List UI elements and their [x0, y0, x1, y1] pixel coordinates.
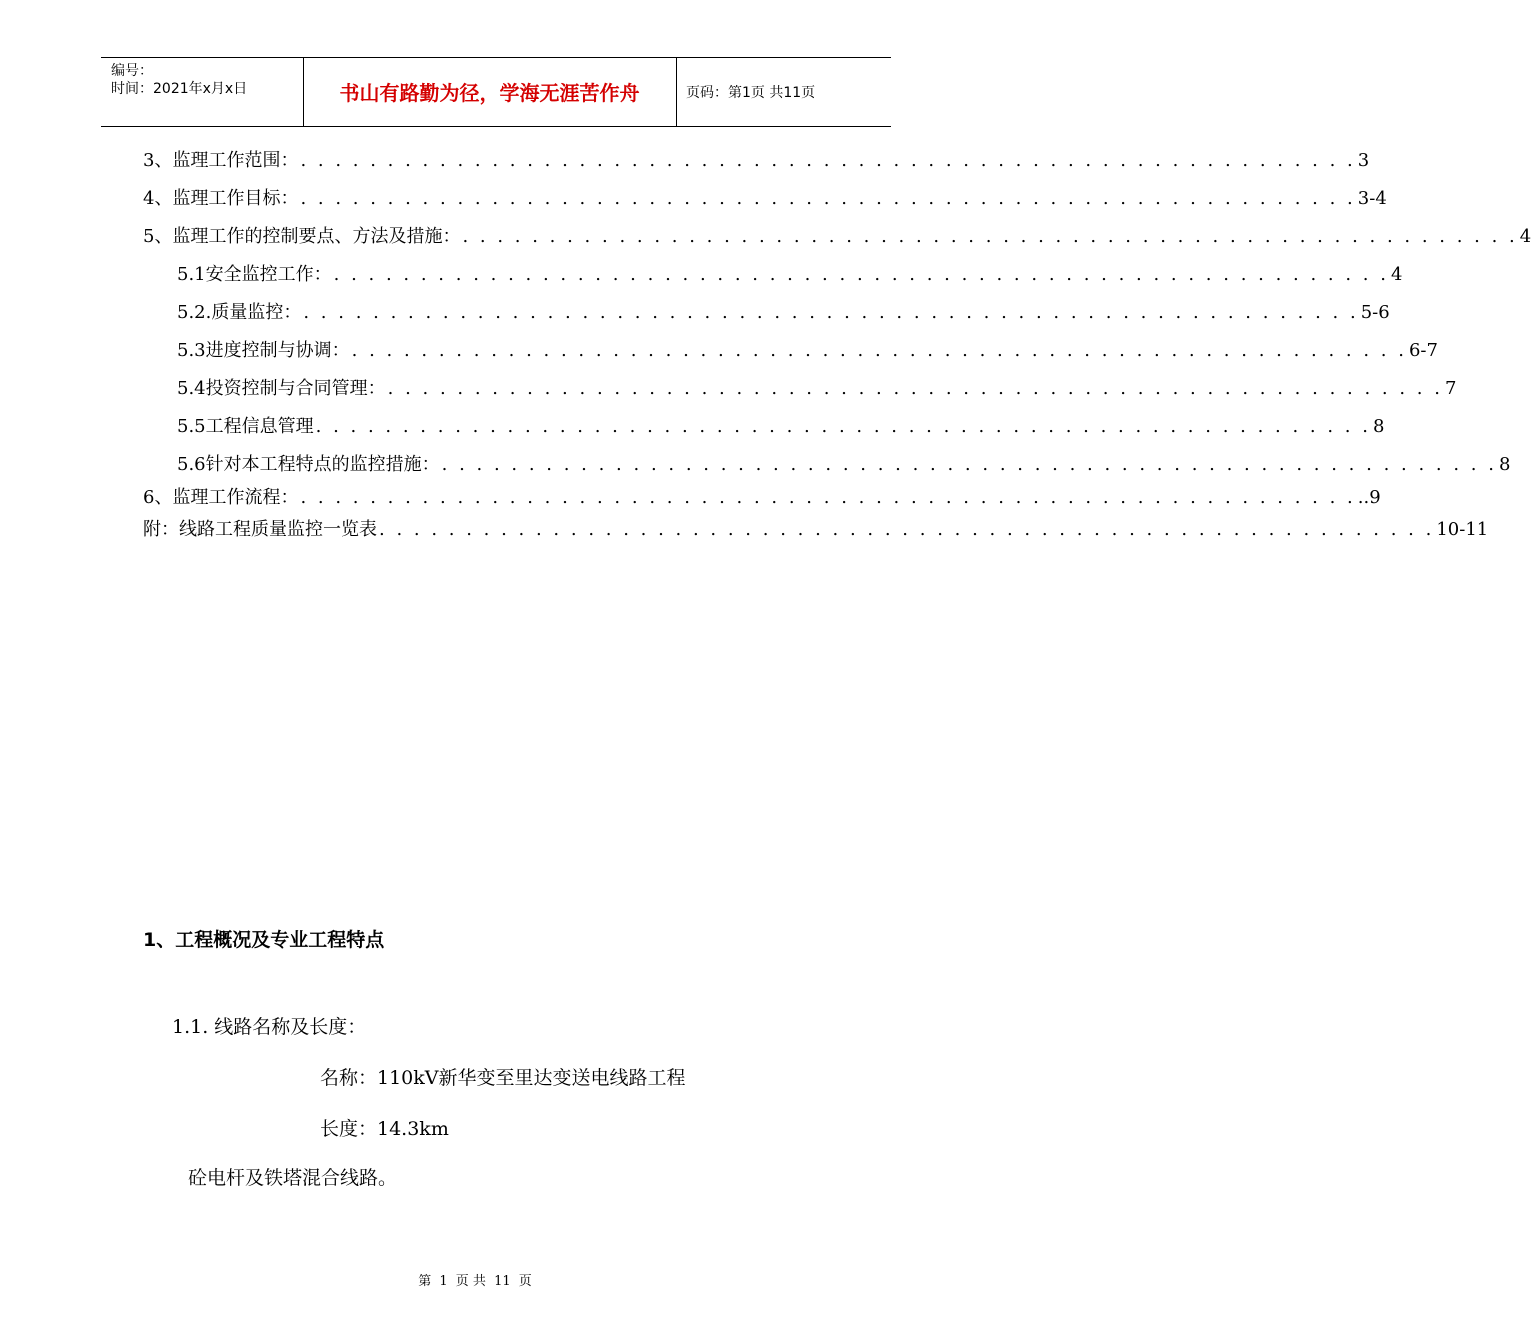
toc-leader-dots: . . . . . . . . . . . . . . . . . . . . . . . . . . . . . . . . . . . . . . . . . . . . . . . . . . . . . . . . . . . . .: [300, 150, 1356, 171]
toc-leader-dots: . . . . . . . . . . . . . . . . . . . . . . . . . . . . . . . . . . . . . . . . . . . . . . . . . . . . . . . . . . . . .: [333, 264, 1389, 285]
toc-entry: [143, 370, 1457, 408]
toc-entry: [143, 218, 1531, 256]
toc-entry-page: 3: [1357, 150, 1370, 171]
toc-entry: [143, 332, 1438, 370]
toc-entry-page: 7: [1444, 378, 1457, 399]
toc-entry-page: 10-11: [1436, 519, 1489, 540]
section-title: 1、工程概况及专业工程特点: [143, 929, 385, 951]
toc-leader-dots: . . . . . . . . . . . . . . . . . . . . . . . . . . . . . . . . . . . . . . . . . . . . . . . . . . . . . . . . . . . . .: [441, 454, 1497, 475]
line-type-paragraph: 砼电杆及铁塔混合线路。: [188, 1167, 398, 1189]
header-motto: 书山有路勤为径，学海无涯苦作舟: [339, 81, 640, 105]
page-footer: [0, 1270, 950, 1289]
toc-entry-title: 4、监理工作目标：: [143, 188, 299, 209]
footer-suffix: 页: [518, 1274, 532, 1289]
toc-leader-dots: . . . . . . . . . . . . . . . . . . . . . . . . . . . . . . . . . . . . . . . . . . . . . . . . . . . . . . . . . . . . .: [379, 519, 1435, 540]
toc-entry-title: 5.6针对本工程特点的监控措施：: [177, 454, 440, 475]
line-name: 名称：110kV新华变至里达变送电线路工程: [320, 1067, 686, 1089]
toc-entry-title: 5.4投资控制与合同管理：: [177, 378, 386, 399]
subsection-title: 1.1. 线路名称及长度：: [172, 1016, 367, 1038]
toc-entry: [143, 446, 1511, 484]
toc-entry-page: 4: [1519, 226, 1531, 247]
header-page-info: 页码：第1页 共11页: [686, 85, 816, 101]
toc-entry: [143, 180, 1387, 218]
table-of-contents: [143, 142, 1531, 549]
document-number-label: 编号：: [111, 63, 153, 79]
toc-entry-title: 6、监理工作流程：: [143, 487, 299, 508]
toc-entry-page: 5-6: [1360, 302, 1390, 323]
toc-entry-title: 5.2.质量监控：: [177, 302, 302, 323]
toc-leader-dots: . . . . . . . . . . . . . . . . . . . . . . . . . . . . . . . . . . . . . . . . . . . . . . . . . . . . . . . . . . . . .: [462, 226, 1518, 247]
header-meta: [111, 62, 247, 98]
toc-entry: [143, 408, 1385, 446]
toc-entry: [143, 294, 1390, 332]
header-divider: [676, 58, 677, 126]
toc-leader-dots: . . . . . . . . . . . . . . . . . . . . . . . . . . . . . . . . . . . . . . . . . . . . . . . . . . . . . . . . . . . . .: [387, 378, 1443, 399]
toc-entry-page: 4: [1390, 264, 1403, 285]
toc-entry-page: ..9: [1357, 487, 1381, 508]
toc-entry-title: 5、监理工作的控制要点、方法及措施：: [143, 226, 461, 247]
footer-page-number: 1: [439, 1274, 448, 1289]
toc-entry-page: 8: [1372, 416, 1385, 437]
footer-total-pages: 11: [494, 1274, 511, 1289]
toc-entry: [143, 511, 1489, 549]
toc-leader-dots: . . . . . . . . . . . . . . . . . . . . . . . . . . . . . . . . . . . . . . . . . . . . . . . . . . . . . . . . . . . . .: [300, 487, 1356, 508]
toc-entry-title: 3、监理工作范围：: [143, 150, 299, 171]
toc-leader-dots: . . . . . . . . . . . . . . . . . . . . . . . . . . . . . . . . . . . . . . . . . . . . . . . . . . . . . . . . . . . . .: [303, 302, 1359, 323]
toc-entry-title: 5.3进度控制与协调：: [177, 340, 350, 361]
toc-entry-title: 5.1安全监控工作：: [177, 264, 332, 285]
line-length: 长度：14.3km: [320, 1118, 449, 1140]
toc-entry-title: 附：线路工程质量监控一览表: [143, 519, 377, 540]
toc-entry: [143, 256, 1403, 294]
toc-leader-dots: . . . . . . . . . . . . . . . . . . . . . . . . . . . . . . . . . . . . . . . . . . . . . . . . . . . . . . . . . . . . .: [300, 188, 1356, 209]
footer-prefix: 第: [418, 1274, 432, 1289]
toc-entry-page: 6-7: [1408, 340, 1438, 361]
toc-leader-dots: . . . . . . . . . . . . . . . . . . . . . . . . . . . . . . . . . . . . . . . . . . . . . . . . . . . . . . . . . . . . .: [351, 340, 1407, 361]
toc-entry-title: 5.5工程信息管理: [177, 416, 314, 437]
toc-entry: [143, 484, 1381, 511]
toc-entry-page: 8: [1498, 454, 1511, 475]
toc-entry: [143, 142, 1370, 180]
page-header: [101, 57, 891, 127]
toc-entry-page: 3-4: [1357, 188, 1387, 209]
document-time-label: 时间：2021年x月x日: [111, 81, 248, 97]
toc-leader-dots: . . . . . . . . . . . . . . . . . . . . . . . . . . . . . . . . . . . . . . . . . . . . . . . . . . . . . . . . . . . . .: [315, 416, 1371, 437]
footer-mid: 页 共: [455, 1274, 486, 1289]
